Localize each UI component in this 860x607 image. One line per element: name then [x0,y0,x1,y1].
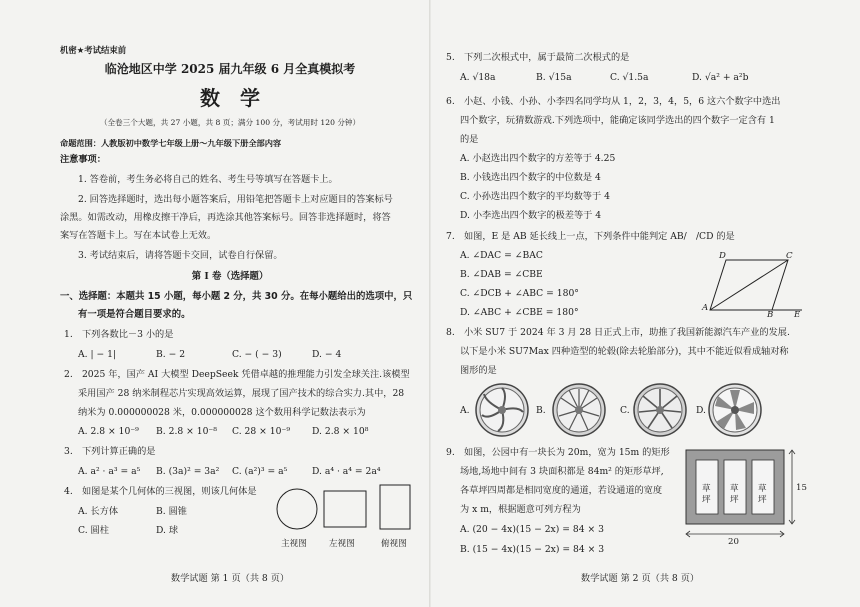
lawn-1-label: 草坪 [702,484,711,505]
q9-line-1: 9. 如图，公园中有一块长为 20m，宽为 15m 的矩形 [446,447,670,458]
notice-1: 1. 答卷前，考生务必将自己的姓名、考生号等填写在答题卡上。 [78,174,338,185]
q6-option-d: D. 小李选出四个数字的极差等于 4 [460,210,602,221]
q3-option-d: D. a⁴ · a⁴ = 2a⁴ [312,466,381,477]
q4-option-a: A. 长方体 [78,506,119,517]
q7-option-a: A. ∠DAC = ∠BAC [460,250,543,261]
q9-line-3: 各草坪四周都是相同宽度的通道，若设通道的宽度 [460,485,663,496]
q6-line-3: 的是 [460,134,479,145]
top-view-label: 俯视图 [381,539,407,549]
q6-option-a: A. 小赵选出四个数字的方差等于 4.25 [460,153,616,164]
q3-stem: 3. 下列计算正确的是 [64,446,156,457]
lawn-2-label: 草坪 [730,484,739,505]
section-title: 一、选择题：本题共 15 小题，每小题 2 分，共 30 分。在每小题给出的选项中，只 [60,291,413,302]
notice-2: 2. 回答选择题时，选出每小题答案后，用铅笔把答题卡上对应题目的答案标号 [78,194,393,205]
exam-info: （全卷三个大题，共 27 小题，共 8 页；满分 100 分，考试用时 120 分钟） [99,118,361,127]
q8-line-3: 图形的是 [460,365,497,376]
q6-option-b: B. 小钱选出四个数字的中位数是 4 [460,172,601,183]
section-title-cont: 有一项是符合题目要求的。 [78,309,191,320]
q4-stem: 4. 如图是某个几何体的三视图，则该几何体是 [64,486,257,497]
confidential-mark: 机密★考试结束前 [60,45,127,55]
q2-option-a: A. 2.8 × 10⁻⁹ [78,426,139,437]
q7-option-d: D. ∠ABC + ∠CBE = 180° [460,307,579,318]
q3-option-b: B. (3a)² = 3a² [156,466,220,477]
q8-option-c: C. [620,405,630,416]
q8-option-a: A. [460,405,470,416]
subject-title: 数 学 [200,86,260,110]
q6-line-2: 四个数字，玩猜数游戏.下列选项中，能确定该同学选出的四个数字一定含有 1 [460,115,775,126]
front-view-label: 主视图 [281,539,307,549]
q4-option-d: D. 球 [156,525,179,536]
wheel-a [474,382,530,438]
q2-option-d: D. 2.8 × 10⁸ [312,426,369,437]
q2-line-2: 采用国产 28 纳米制程芯片实现高效运算，展现了国产技术的综合实力.其中，28 [78,388,405,399]
park-height-label: 15 [796,483,807,493]
park-width-label: 20 [728,537,739,547]
q7-option-b: B. ∠DAB = ∠CBE [460,269,543,280]
q9-option-a: A. (20 − 4x)(15 − 2x) = 84 × 3 [460,524,604,535]
notice-heading: 注意事项： [60,154,106,165]
wheel-b [550,382,608,438]
point-e-label: E [794,310,801,320]
q1-stem: 1. 下列各数比－3 小的是 [64,329,174,340]
q8-line-2: 以下是小米 SU7Max 四种造型的轮毂(除去轮胎部分)，其中不能近似看成轴对称 [460,346,789,357]
q2-option-b: B. 2.8 × 10⁻⁸ [156,426,217,437]
right-page [430,0,860,607]
point-b-label: B [767,310,774,320]
q6-option-c: C. 小孙选出四个数字的平均数等于 4 [460,191,610,202]
wheel-c [632,382,688,438]
q2-line-3: 纳米为 0.000000028 米，0.000000028 这个数用科学记数法表示为 [78,407,366,418]
point-c-label: C [786,251,793,261]
footer-page-2: 数学试题 第 2 页（共 8 页） [580,573,700,584]
three-view-figure [274,484,424,544]
q8-line-1: 8. 小米 SU7 于 2024 年 3 月 28 日正式上市，助推了我国新能源汽车产业的发展. [446,327,790,338]
q5-stem: 5. 下列二次根式中，属于最简二次根式的是 [446,52,630,63]
q2-option-c: C. 28 × 10⁻⁹ [232,426,290,437]
wheel-d [706,382,764,438]
exam-scope: 命题范围：人教版初中数学七年级上册～九年级下册全部内容 [60,138,282,148]
q1-option-b: B. − 2 [156,349,186,360]
q3-option-a: A. a² · a³ = a⁵ [78,466,141,477]
q4-option-c: C. 圆柱 [78,525,109,536]
q5-option-c: C. √1.5a [610,72,649,83]
q8-option-b: B. [536,405,546,416]
q5-option-b: B. √15a [536,72,572,83]
q7-option-c: C. ∠DCB + ∠ABC = 180° [460,288,579,299]
q1-option-d: D. − 4 [312,349,342,360]
q1-option-a: A. | − 1| [78,349,117,360]
q6-line-1: 6. 小赵、小钱、小孙、小李四名同学均从 1，2，3，4，5，6 这六个数字中选出 [446,96,781,107]
notice-2-end: 案写在答题卡上。写在本试卷上无效。 [60,230,217,241]
point-d-label: D [719,251,726,261]
lawn-3-label: 草坪 [758,484,767,505]
q4-option-b: B. 圆锥 [156,506,187,517]
side-view-label: 左视图 [329,539,355,549]
q9-option-b: B. (15 − 4x)(15 − 2x) = 84 × 3 [460,544,605,555]
point-a-label: A [702,303,709,313]
q9-line-4: 为 x m，根据题意可列方程为 [460,504,581,515]
front-view-circle [277,489,317,529]
q3-option-c: C. (a²)³ = a⁵ [232,466,288,477]
q7-stem: 7. 如图，E 是 AB 延长线上一点，下列条件中能判定 AB/ /CD 的是 [446,231,735,242]
exam-title: 临沧地区中学 2025 届九年级 6 月全真模拟考 [104,62,356,76]
q8-option-d: D. [696,405,706,416]
q1-option-c: C. − ( − 3) [232,349,282,360]
q2-line-1: 2. 2025 年，国产 AI 大模型 DeepSeek 凭借卓越的推理能力引发全球关注.该模型 [64,369,410,380]
footer-page-1: 数学试题 第 1 页（共 8 页） [170,573,290,584]
notice-3: 3. 考试结束后，请将答题卡交回，试卷自行保留。 [78,250,283,261]
top-view-rect [380,485,410,529]
q5-option-d: D. √a² + a²b [692,72,749,83]
q9-line-2: 场地,场地中间有 3 块面积都是 84m² 的矩形草坪, [460,466,664,477]
notice-2-cont: 涂黑。如需改动，用橡皮擦干净后，再选涂其他答案标号。回答非选择题时，将答 [60,212,391,223]
part-title: 第 Ⅰ 卷（选择题） [191,271,269,282]
q5-option-a: A. √18a [460,72,496,83]
diagonal-ac [710,260,788,310]
side-view-rect [324,491,366,527]
